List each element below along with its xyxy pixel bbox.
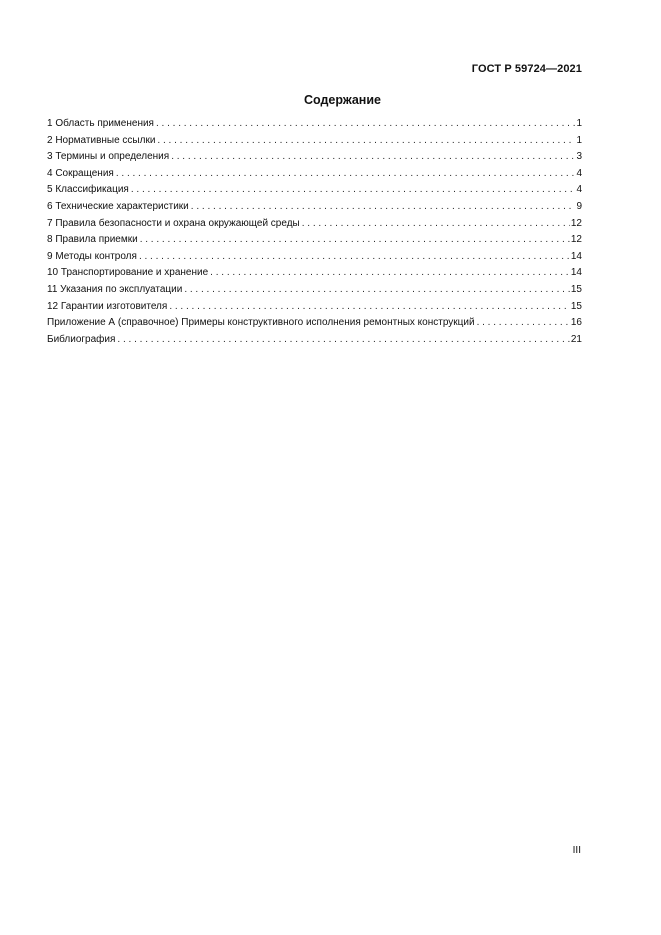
toc-entry[interactable]	[47, 265, 582, 282]
toc-entry[interactable]	[47, 182, 582, 199]
toc-dot-leader	[210, 265, 570, 282]
toc-title: Содержание	[303, 93, 381, 107]
toc-entry-label: 11 Указания по эксплуатации	[47, 283, 183, 295]
toc-entry-page: 12	[570, 234, 582, 246]
toc-dot-leader	[157, 133, 575, 150]
toc-entry-page: 21	[570, 333, 582, 345]
toc-dot-leader	[169, 299, 570, 316]
toc-entry-label: 6 Технические характеристики	[47, 200, 189, 212]
toc-entry[interactable]	[47, 232, 582, 249]
toc-entry-label: Приложение А (справочное) Примеры конструктивного исполнения ремонтных конструкций	[47, 317, 475, 329]
toc-entry[interactable]	[47, 216, 582, 233]
toc-entry[interactable]	[47, 315, 582, 332]
toc-dot-leader	[156, 116, 575, 133]
toc-entry-page: 15	[570, 283, 582, 295]
toc-entry-page: 14	[570, 250, 582, 262]
toc-entry-page: 14	[570, 267, 582, 279]
toc-entry[interactable]	[47, 299, 582, 316]
toc-entry[interactable]	[47, 133, 582, 150]
toc-dot-leader	[131, 182, 576, 199]
toc-entry-label: 12 Гарантии изготовителя	[47, 300, 168, 312]
toc-dot-leader	[117, 332, 569, 349]
toc-entry-page: 12	[570, 217, 582, 229]
toc-entry-page: 16	[570, 317, 582, 329]
toc-entry-page: 1	[576, 134, 582, 146]
toc-entry-page: 9	[576, 200, 582, 212]
toc-dot-leader	[184, 282, 570, 299]
toc-entry[interactable]	[47, 166, 582, 183]
toc-entry-label: 9 Методы контроля	[47, 250, 137, 262]
toc-entry[interactable]	[47, 332, 582, 349]
toc-entry-label: Библиография	[47, 333, 116, 345]
toc-entry[interactable]	[47, 249, 582, 266]
toc-entry-page: 3	[576, 151, 582, 163]
toc-dot-leader	[302, 216, 570, 233]
toc-entry-page: 4	[576, 167, 582, 179]
toc-entry-label: 8 Правила приемки	[47, 234, 138, 246]
toc-entry-label: 2 Нормативные ссылки	[47, 134, 156, 146]
toc-entry[interactable]	[47, 149, 582, 166]
toc-entry-label: 5 Классификация	[47, 184, 129, 196]
toc-dot-leader	[139, 249, 570, 266]
document-code: ГОСТ Р 59724—2021	[471, 63, 582, 75]
toc-dot-leader	[116, 166, 576, 183]
toc-entry-page: 4	[576, 184, 582, 196]
toc-entry-label: 7 Правила безопасности и охрана окружающей среды	[47, 217, 300, 229]
page-number: III	[572, 845, 581, 856]
toc-entry[interactable]	[47, 282, 582, 299]
toc-entry-page: 15	[570, 300, 582, 312]
toc-entry[interactable]	[47, 116, 582, 133]
toc-entry-page: 1	[576, 118, 582, 129]
table-of-contents	[47, 116, 582, 348]
toc-entry-label: 4 Сокращения	[47, 167, 114, 179]
toc-dot-leader	[140, 232, 570, 249]
toc-entry-label: 10 Транспортирование и хранение	[47, 267, 209, 279]
toc-dot-leader	[171, 149, 575, 166]
toc-entry-label: 1 Область применения	[47, 118, 154, 129]
toc-entry[interactable]	[47, 199, 582, 216]
toc-entry-label: 3 Термины и определения	[47, 151, 170, 163]
toc-dot-leader	[477, 315, 570, 332]
toc-dot-leader	[191, 199, 576, 216]
